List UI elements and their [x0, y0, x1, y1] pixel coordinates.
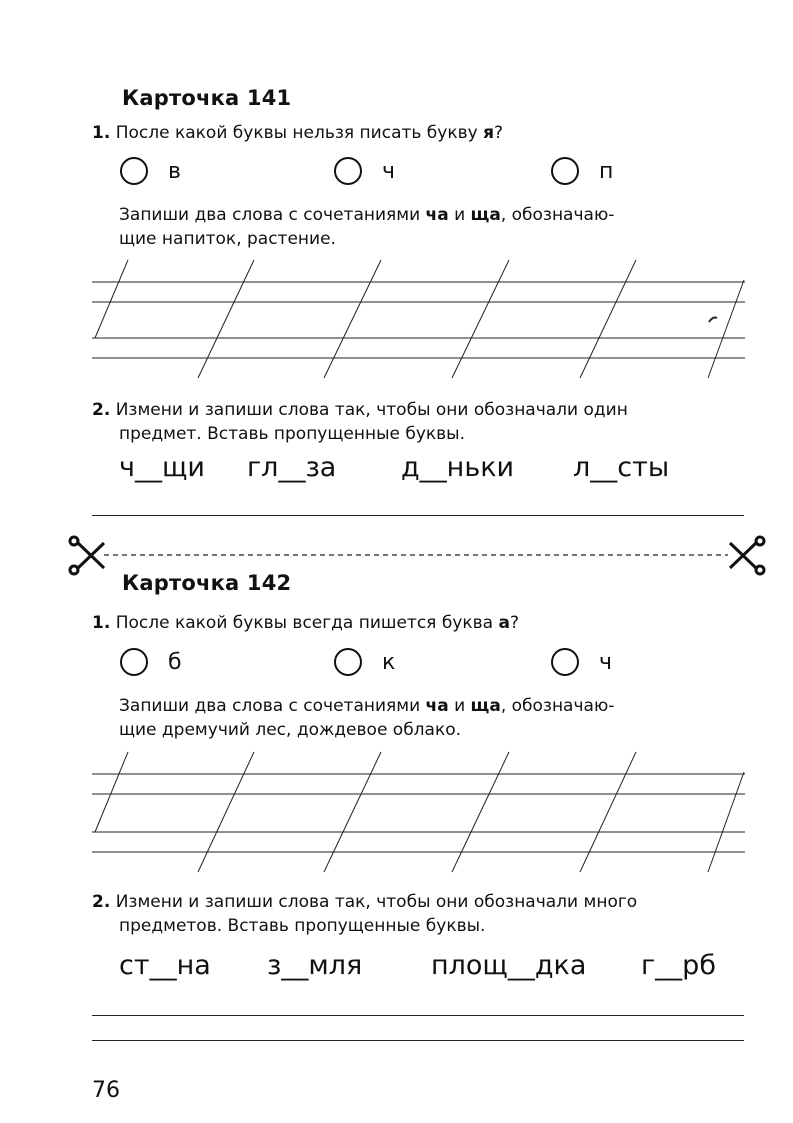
question-mark: ?: [509, 613, 519, 633]
instruction-bold: ча: [425, 696, 449, 716]
instruction-bold: ща: [470, 205, 501, 225]
answer-option-label: б: [168, 649, 182, 675]
instruction-text: , обозначаю-: [500, 205, 615, 225]
word-with-gap: л__сты: [573, 452, 670, 483]
instruction-text: щие напиток, растение.: [119, 229, 336, 249]
radio-circle-icon[interactable]: [120, 157, 148, 185]
answer-option-141-a[interactable]: [120, 157, 181, 185]
radio-circle-icon[interactable]: [334, 648, 362, 676]
instruction-text: щие дремучий лес, дождевое облако.: [119, 720, 462, 740]
question-text: Измени и запиши слова так, чтобы они обозначали один: [115, 400, 628, 420]
page-number: 76: [92, 1078, 120, 1103]
word-with-gap: площ__дка: [431, 950, 587, 981]
word-with-gap: гл__за: [247, 452, 337, 483]
word-list-141: [119, 452, 669, 483]
question-text: предметов. Вставь пропущенные буквы.: [119, 916, 486, 936]
instruction-bold: ча: [425, 205, 449, 225]
task-number: 1.: [92, 613, 111, 633]
card-title-141: Карточка 141: [122, 86, 292, 110]
radio-circle-icon[interactable]: [551, 648, 579, 676]
answer-option-label: ч: [382, 158, 395, 184]
answer-option-label: в: [168, 158, 181, 184]
task1-question-141: [92, 121, 503, 145]
scissors-right-icon: [730, 537, 764, 574]
word-with-gap: ч__щи: [119, 452, 205, 483]
task-number: 1.: [92, 123, 111, 143]
question-text: Измени и запиши слова так, чтобы они обозначали много: [115, 892, 638, 912]
task1-question-142: [92, 611, 519, 635]
writing-grid-141: [92, 260, 745, 378]
answer-line[interactable]: [92, 515, 744, 516]
answer-option-label: п: [599, 158, 614, 184]
question-text: предмет. Вставь пропущенные буквы.: [119, 424, 466, 444]
answer-option-141-b[interactable]: [334, 157, 395, 185]
answer-option-141-c[interactable]: [551, 157, 613, 185]
answer-line[interactable]: [92, 1040, 744, 1041]
answer-option-142-b[interactable]: [334, 648, 395, 676]
task-number: 2.: [92, 400, 111, 420]
instruction-text: и: [448, 205, 471, 225]
task1-instruction-142: [119, 694, 745, 742]
instruction-text: Запиши два слова с сочетаниями: [119, 696, 426, 716]
task1-instruction-141: [119, 203, 745, 251]
radio-circle-icon[interactable]: [551, 157, 579, 185]
question-bold-letter: а: [498, 613, 510, 633]
word-with-gap: ст__на: [119, 950, 211, 981]
writing-grid-142: [92, 752, 745, 872]
word-with-gap: з__мля: [267, 950, 363, 981]
question-text: После какой буквы нельзя писать букву: [115, 123, 484, 143]
word-list-142: [119, 950, 716, 981]
answer-option-label: к: [382, 649, 396, 675]
radio-circle-icon[interactable]: [120, 648, 148, 676]
task2-question-141: [92, 398, 752, 446]
radio-circle-icon[interactable]: [334, 157, 362, 185]
word-with-gap: д__ньки: [401, 452, 515, 483]
answer-option-label: ч: [599, 649, 612, 675]
scissors-left-icon: [70, 537, 104, 574]
answer-option-142-a[interactable]: [120, 648, 182, 676]
instruction-text: Запиши два слова с сочетаниями: [119, 205, 426, 225]
instruction-bold: ща: [470, 696, 501, 716]
instruction-text: , обозначаю-: [500, 696, 615, 716]
task-number: 2.: [92, 892, 111, 912]
instruction-text: и: [448, 696, 471, 716]
question-mark: ?: [494, 123, 504, 143]
question-bold-letter: я: [483, 123, 495, 143]
question-text: После какой буквы всегда пишется буква: [115, 613, 499, 633]
card-title-142: Карточка 142: [122, 571, 292, 595]
task2-question-142: [92, 890, 752, 938]
answer-line[interactable]: [92, 1015, 744, 1016]
word-with-gap: г__рб: [641, 950, 716, 981]
answer-option-142-c[interactable]: [551, 648, 612, 676]
